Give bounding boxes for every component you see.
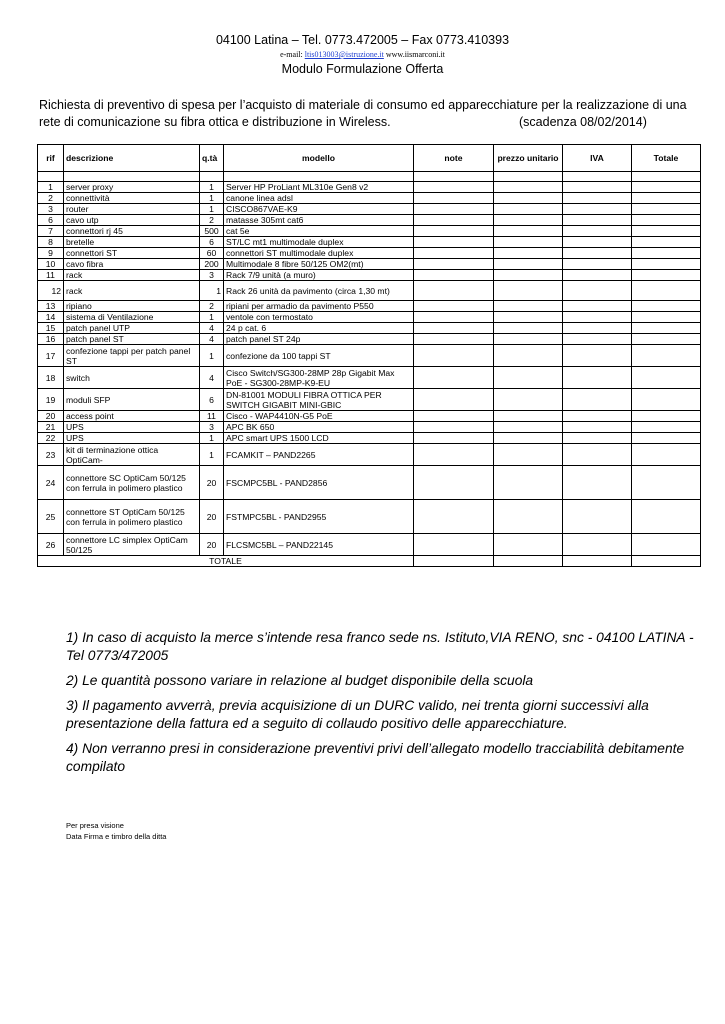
cell-note <box>414 433 494 444</box>
cell-totale <box>632 182 701 193</box>
cell-desc: moduli SFP <box>64 389 200 411</box>
quote-table <box>37 144 701 567</box>
cell-desc: connettore ST OptiCam 50/125 con ferrula in polimero plastico <box>64 500 200 534</box>
cell-rif: 10 <box>38 259 64 270</box>
cell-totale <box>632 334 701 345</box>
cell-iva <box>563 345 632 367</box>
cell-rif: 20 <box>38 411 64 422</box>
cell-model: ST/LC mt1 multimodale duplex <box>224 237 414 248</box>
cell-desc: patch panel UTP <box>64 323 200 334</box>
cell-model: FLCSMC5BL – PAND22145 <box>224 534 414 556</box>
cell-prezzo <box>494 433 563 444</box>
cell-qty: 1 <box>200 281 224 301</box>
cell-model: FSTMPC5BL - PAND2955 <box>224 500 414 534</box>
cell-model: APC BK 650 <box>224 422 414 433</box>
intro-text: Richiesta di preventivo di spesa per l’acquisto di materiale di consumo ed apparecchiature per la realizzazione di una rete di comunicazione su fibra ottica e distribuzione in Wireless. <box>39 98 687 129</box>
cell-rif: 18 <box>38 367 64 389</box>
total-row <box>38 556 701 567</box>
cell-iva <box>563 466 632 500</box>
cell-iva <box>563 237 632 248</box>
cell-desc: rack <box>64 281 200 301</box>
cell-rif: 16 <box>38 334 64 345</box>
cell-rif: 26 <box>38 534 64 556</box>
cell-prezzo <box>494 182 563 193</box>
cell-note <box>414 204 494 215</box>
cell-rif: 19 <box>38 389 64 411</box>
cell-totale <box>632 433 701 444</box>
table-row <box>38 345 701 367</box>
table-row <box>38 237 701 248</box>
cell-desc: kit di terminazione ottica OptiCam- <box>64 444 200 466</box>
note-2: 2) Le quantità possono variare in relazione al budget disponibile della scuola <box>66 673 534 688</box>
cell-model: FSCMPC5BL - PAND2856 <box>224 466 414 500</box>
cell-qty: 4 <box>200 323 224 334</box>
cell-rif: 3 <box>38 204 64 215</box>
header-totale: Totale <box>632 145 701 172</box>
table-row <box>38 323 701 334</box>
cell-model: canone linea adsl <box>224 193 414 204</box>
cell-totale <box>632 312 701 323</box>
cell-totale <box>632 281 701 301</box>
deadline-text: (scadenza 08/02/2014) <box>519 115 647 129</box>
cell-prezzo <box>494 248 563 259</box>
cell-note <box>414 422 494 433</box>
contact-line <box>0 50 725 59</box>
cell-iva <box>563 193 632 204</box>
cell-iva <box>563 500 632 534</box>
cell-iva <box>563 422 632 433</box>
cell-model: Multimodale 8 fibre 50/125 OM2(mt) <box>224 259 414 270</box>
cell-desc: access point <box>64 411 200 422</box>
cell-desc: server proxy <box>64 182 200 193</box>
cell-totale <box>632 323 701 334</box>
cell-iva <box>563 444 632 466</box>
cell-rif: 12 <box>38 281 64 301</box>
table-row <box>38 422 701 433</box>
table-row <box>38 466 701 500</box>
cell-note <box>414 259 494 270</box>
cell-note <box>414 193 494 204</box>
cell-desc: UPS <box>64 433 200 444</box>
notes-section <box>66 629 706 783</box>
cell-iva <box>563 301 632 312</box>
cell-qty: 4 <box>200 367 224 389</box>
cell-note <box>414 312 494 323</box>
cell-prezzo <box>494 411 563 422</box>
cell-rif: 13 <box>38 301 64 312</box>
header-qta: q.tà <box>200 145 224 172</box>
cell-note <box>414 281 494 301</box>
cell-rif: 6 <box>38 215 64 226</box>
cell-iva <box>563 204 632 215</box>
form-title: Modulo Formulazione Offerta <box>281 62 444 76</box>
cell-iva <box>563 367 632 389</box>
cell-desc: connettori rj 45 <box>64 226 200 237</box>
cell-model: Cisco Switch/SG300-28MP 28p Gigabit Max PoE - SG300-28MP-K9-EU <box>224 367 414 389</box>
cell-qty: 1 <box>200 444 224 466</box>
cell-note <box>414 182 494 193</box>
cell-prezzo <box>494 500 563 534</box>
cell-note <box>414 389 494 411</box>
cell-desc: cavo fibra <box>64 259 200 270</box>
cell-iva <box>563 182 632 193</box>
cell-desc: router <box>64 204 200 215</box>
table-row <box>38 193 701 204</box>
cell-prezzo <box>494 534 563 556</box>
email-link[interactable]: ltis013003@istruzione.it <box>304 50 384 59</box>
cell-model: cat 5e <box>224 226 414 237</box>
cell-desc: connettore SC OptiCam 50/125 con ferrula in polimero plastico <box>64 466 200 500</box>
cell-note <box>414 500 494 534</box>
cell-qty: 2 <box>200 301 224 312</box>
cell-prezzo <box>494 345 563 367</box>
cell-model: Rack 7/9 unità (a muro) <box>224 270 414 281</box>
cell-prezzo <box>494 204 563 215</box>
signature-line-2: Data Firma e timbro della ditta <box>66 832 167 841</box>
cell-note <box>414 534 494 556</box>
cell-iva <box>563 281 632 301</box>
signature-block <box>66 820 166 842</box>
cell-totale <box>632 444 701 466</box>
intro-paragraph <box>39 97 707 131</box>
table-row <box>38 367 701 389</box>
cell-totale <box>632 500 701 534</box>
cell-rif: 2 <box>38 193 64 204</box>
cell-totale <box>632 237 701 248</box>
table-row <box>38 534 701 556</box>
cell-desc: confezione tappi per patch panel ST <box>64 345 200 367</box>
cell-totale <box>632 411 701 422</box>
cell-qty: 11 <box>200 411 224 422</box>
header-rif: rif <box>38 145 64 172</box>
cell-note <box>414 248 494 259</box>
cell-qty: 20 <box>200 466 224 500</box>
cell-rif: 8 <box>38 237 64 248</box>
header-note: note <box>414 145 494 172</box>
cell-desc: bretelle <box>64 237 200 248</box>
table-header-row <box>38 145 701 172</box>
cell-model: patch panel ST 24p <box>224 334 414 345</box>
table-row <box>38 226 701 237</box>
school-address-line: 04100 Latina – Tel. 0773.472005 – Fax 0773.410393 <box>215 33 510 47</box>
cell-iva <box>563 215 632 226</box>
cell-qty: 200 <box>200 259 224 270</box>
cell-prezzo <box>494 226 563 237</box>
cell-qty: 6 <box>200 237 224 248</box>
cell-note <box>414 334 494 345</box>
cell-totale <box>632 204 701 215</box>
signature-line-1: Per presa visione <box>66 821 124 830</box>
cell-prezzo <box>494 367 563 389</box>
table-row <box>38 389 701 411</box>
cell-model: FCAMKIT – PAND2265 <box>224 444 414 466</box>
cell-desc: cavo utp <box>64 215 200 226</box>
cell-iva <box>563 334 632 345</box>
cell-rif: 24 <box>38 466 64 500</box>
cell-qty: 3 <box>200 270 224 281</box>
cell-prezzo <box>494 334 563 345</box>
cell-note <box>414 345 494 367</box>
cell-qty: 1 <box>200 204 224 215</box>
cell-prezzo <box>494 259 563 270</box>
cell-note <box>414 270 494 281</box>
header-iva: IVA <box>563 145 632 172</box>
cell-iva <box>563 411 632 422</box>
cell-model: ripiani per armadio da pavimento P550 <box>224 301 414 312</box>
cell-totale <box>632 301 701 312</box>
note-1: 1) In caso di acquisto la merce s’intende resa franco sede ns. Istituto,VIA RENO, snc - 04100 LATINA - Tel 0773/472005 <box>66 630 694 663</box>
total-empty-cell <box>494 556 563 567</box>
cell-note <box>414 367 494 389</box>
cell-model: ventole con termostato <box>224 312 414 323</box>
cell-qty: 3 <box>200 422 224 433</box>
table-row <box>38 500 701 534</box>
note-3: 3) Il pagamento avverrà, previa acquisizione di un DURC valido, nei trenta giorni successivi alla presentazione della fattura ed a seguito di collaudo positivo delle apparecchiature. <box>66 698 649 731</box>
cell-totale <box>632 466 701 500</box>
cell-note <box>414 237 494 248</box>
cell-totale <box>632 367 701 389</box>
cell-rif: 15 <box>38 323 64 334</box>
table-row <box>38 270 701 281</box>
cell-iva <box>563 323 632 334</box>
cell-prezzo <box>494 466 563 500</box>
cell-totale <box>632 226 701 237</box>
cell-totale <box>632 193 701 204</box>
cell-prezzo <box>494 422 563 433</box>
cell-desc: patch panel ST <box>64 334 200 345</box>
table-row <box>38 248 701 259</box>
cell-prezzo <box>494 281 563 301</box>
cell-totale <box>632 259 701 270</box>
cell-iva <box>563 259 632 270</box>
cell-iva <box>563 433 632 444</box>
table-row <box>38 433 701 444</box>
cell-model: connettori ST multimodale duplex <box>224 248 414 259</box>
table-row <box>38 259 701 270</box>
cell-note <box>414 323 494 334</box>
cell-model: matasse 305mt cat6 <box>224 215 414 226</box>
cell-iva <box>563 226 632 237</box>
header-prezzo: prezzo unitario <box>494 145 563 172</box>
cell-totale <box>632 389 701 411</box>
header-descrizione: descrizione <box>64 145 200 172</box>
table-row <box>38 215 701 226</box>
cell-prezzo <box>494 312 563 323</box>
cell-desc: UPS <box>64 422 200 433</box>
website-text: www.iismarconi.it <box>383 50 445 59</box>
cell-rif: 23 <box>38 444 64 466</box>
cell-iva <box>563 389 632 411</box>
cell-rif: 25 <box>38 500 64 534</box>
cell-rif: 1 <box>38 182 64 193</box>
cell-model: 24 p cat. 6 <box>224 323 414 334</box>
cell-model: confezione da 100 tappi ST <box>224 345 414 367</box>
cell-desc: connettori ST <box>64 248 200 259</box>
cell-note <box>414 226 494 237</box>
cell-model: CISCO867VAE-K9 <box>224 204 414 215</box>
cell-desc: connettività <box>64 193 200 204</box>
cell-totale <box>632 215 701 226</box>
cell-note <box>414 301 494 312</box>
cell-rif: 11 <box>38 270 64 281</box>
cell-note <box>414 444 494 466</box>
cell-desc: ripiano <box>64 301 200 312</box>
cell-totale <box>632 270 701 281</box>
table-row <box>38 281 701 301</box>
cell-qty: 1 <box>200 345 224 367</box>
cell-qty: 1 <box>200 193 224 204</box>
cell-model: Server HP ProLiant ML310e Gen8 v2 <box>224 182 414 193</box>
cell-totale <box>632 345 701 367</box>
cell-prezzo <box>494 444 563 466</box>
cell-iva <box>563 270 632 281</box>
table-row <box>38 204 701 215</box>
cell-qty: 60 <box>200 248 224 259</box>
cell-model: Rack 26 unità da pavimento (circa 1,30 mt) <box>224 281 414 301</box>
note-4: 4) Non verranno presi in considerazione preventivi privi dell’allegato modello tracciabilità debitamente compilato <box>66 741 685 774</box>
total-empty-cell <box>563 556 632 567</box>
cell-totale <box>632 248 701 259</box>
cell-iva <box>563 248 632 259</box>
cell-prezzo <box>494 270 563 281</box>
cell-note <box>414 215 494 226</box>
cell-model: DN-81001 MODULI FIBRA OTTICA PER SWITCH GIGABIT MINI-GBIC <box>224 389 414 411</box>
cell-qty: 1 <box>200 433 224 444</box>
cell-qty: 500 <box>200 226 224 237</box>
table-row <box>38 411 701 422</box>
table-row <box>38 182 701 193</box>
cell-desc: connettore LC simplex OptiCam 50/125 <box>64 534 200 556</box>
cell-note <box>414 411 494 422</box>
cell-qty: 20 <box>200 500 224 534</box>
cell-qty: 2 <box>200 215 224 226</box>
table-row <box>38 444 701 466</box>
cell-prezzo <box>494 301 563 312</box>
total-empty-cell <box>632 556 701 567</box>
header-modello: modello <box>224 145 414 172</box>
cell-desc: sistema di Ventilazione <box>64 312 200 323</box>
cell-rif: 21 <box>38 422 64 433</box>
cell-qty: 20 <box>200 534 224 556</box>
cell-rif: 22 <box>38 433 64 444</box>
cell-prezzo <box>494 323 563 334</box>
cell-note <box>414 466 494 500</box>
cell-iva <box>563 534 632 556</box>
table-row <box>38 312 701 323</box>
cell-model: APC smart UPS 1500 LCD <box>224 433 414 444</box>
cell-qty: 4 <box>200 334 224 345</box>
cell-qty: 6 <box>200 389 224 411</box>
cell-desc: rack <box>64 270 200 281</box>
cell-rif: 17 <box>38 345 64 367</box>
blank-row <box>38 172 701 182</box>
email-prefix: e-mail: <box>280 50 305 59</box>
cell-iva <box>563 312 632 323</box>
cell-prezzo <box>494 389 563 411</box>
cell-desc: switch <box>64 367 200 389</box>
cell-rif: 14 <box>38 312 64 323</box>
cell-totale <box>632 422 701 433</box>
total-label: TOTALE <box>38 556 414 567</box>
table-row <box>38 301 701 312</box>
cell-qty: 1 <box>200 182 224 193</box>
cell-rif: 9 <box>38 248 64 259</box>
total-empty-cell <box>414 556 494 567</box>
cell-rif: 7 <box>38 226 64 237</box>
cell-prezzo <box>494 193 563 204</box>
cell-qty: 1 <box>200 312 224 323</box>
cell-prezzo <box>494 215 563 226</box>
cell-model: Cisco - WAP4410N-G5 PoE <box>224 411 414 422</box>
cell-totale <box>632 534 701 556</box>
table-row <box>38 334 701 345</box>
cell-prezzo <box>494 237 563 248</box>
